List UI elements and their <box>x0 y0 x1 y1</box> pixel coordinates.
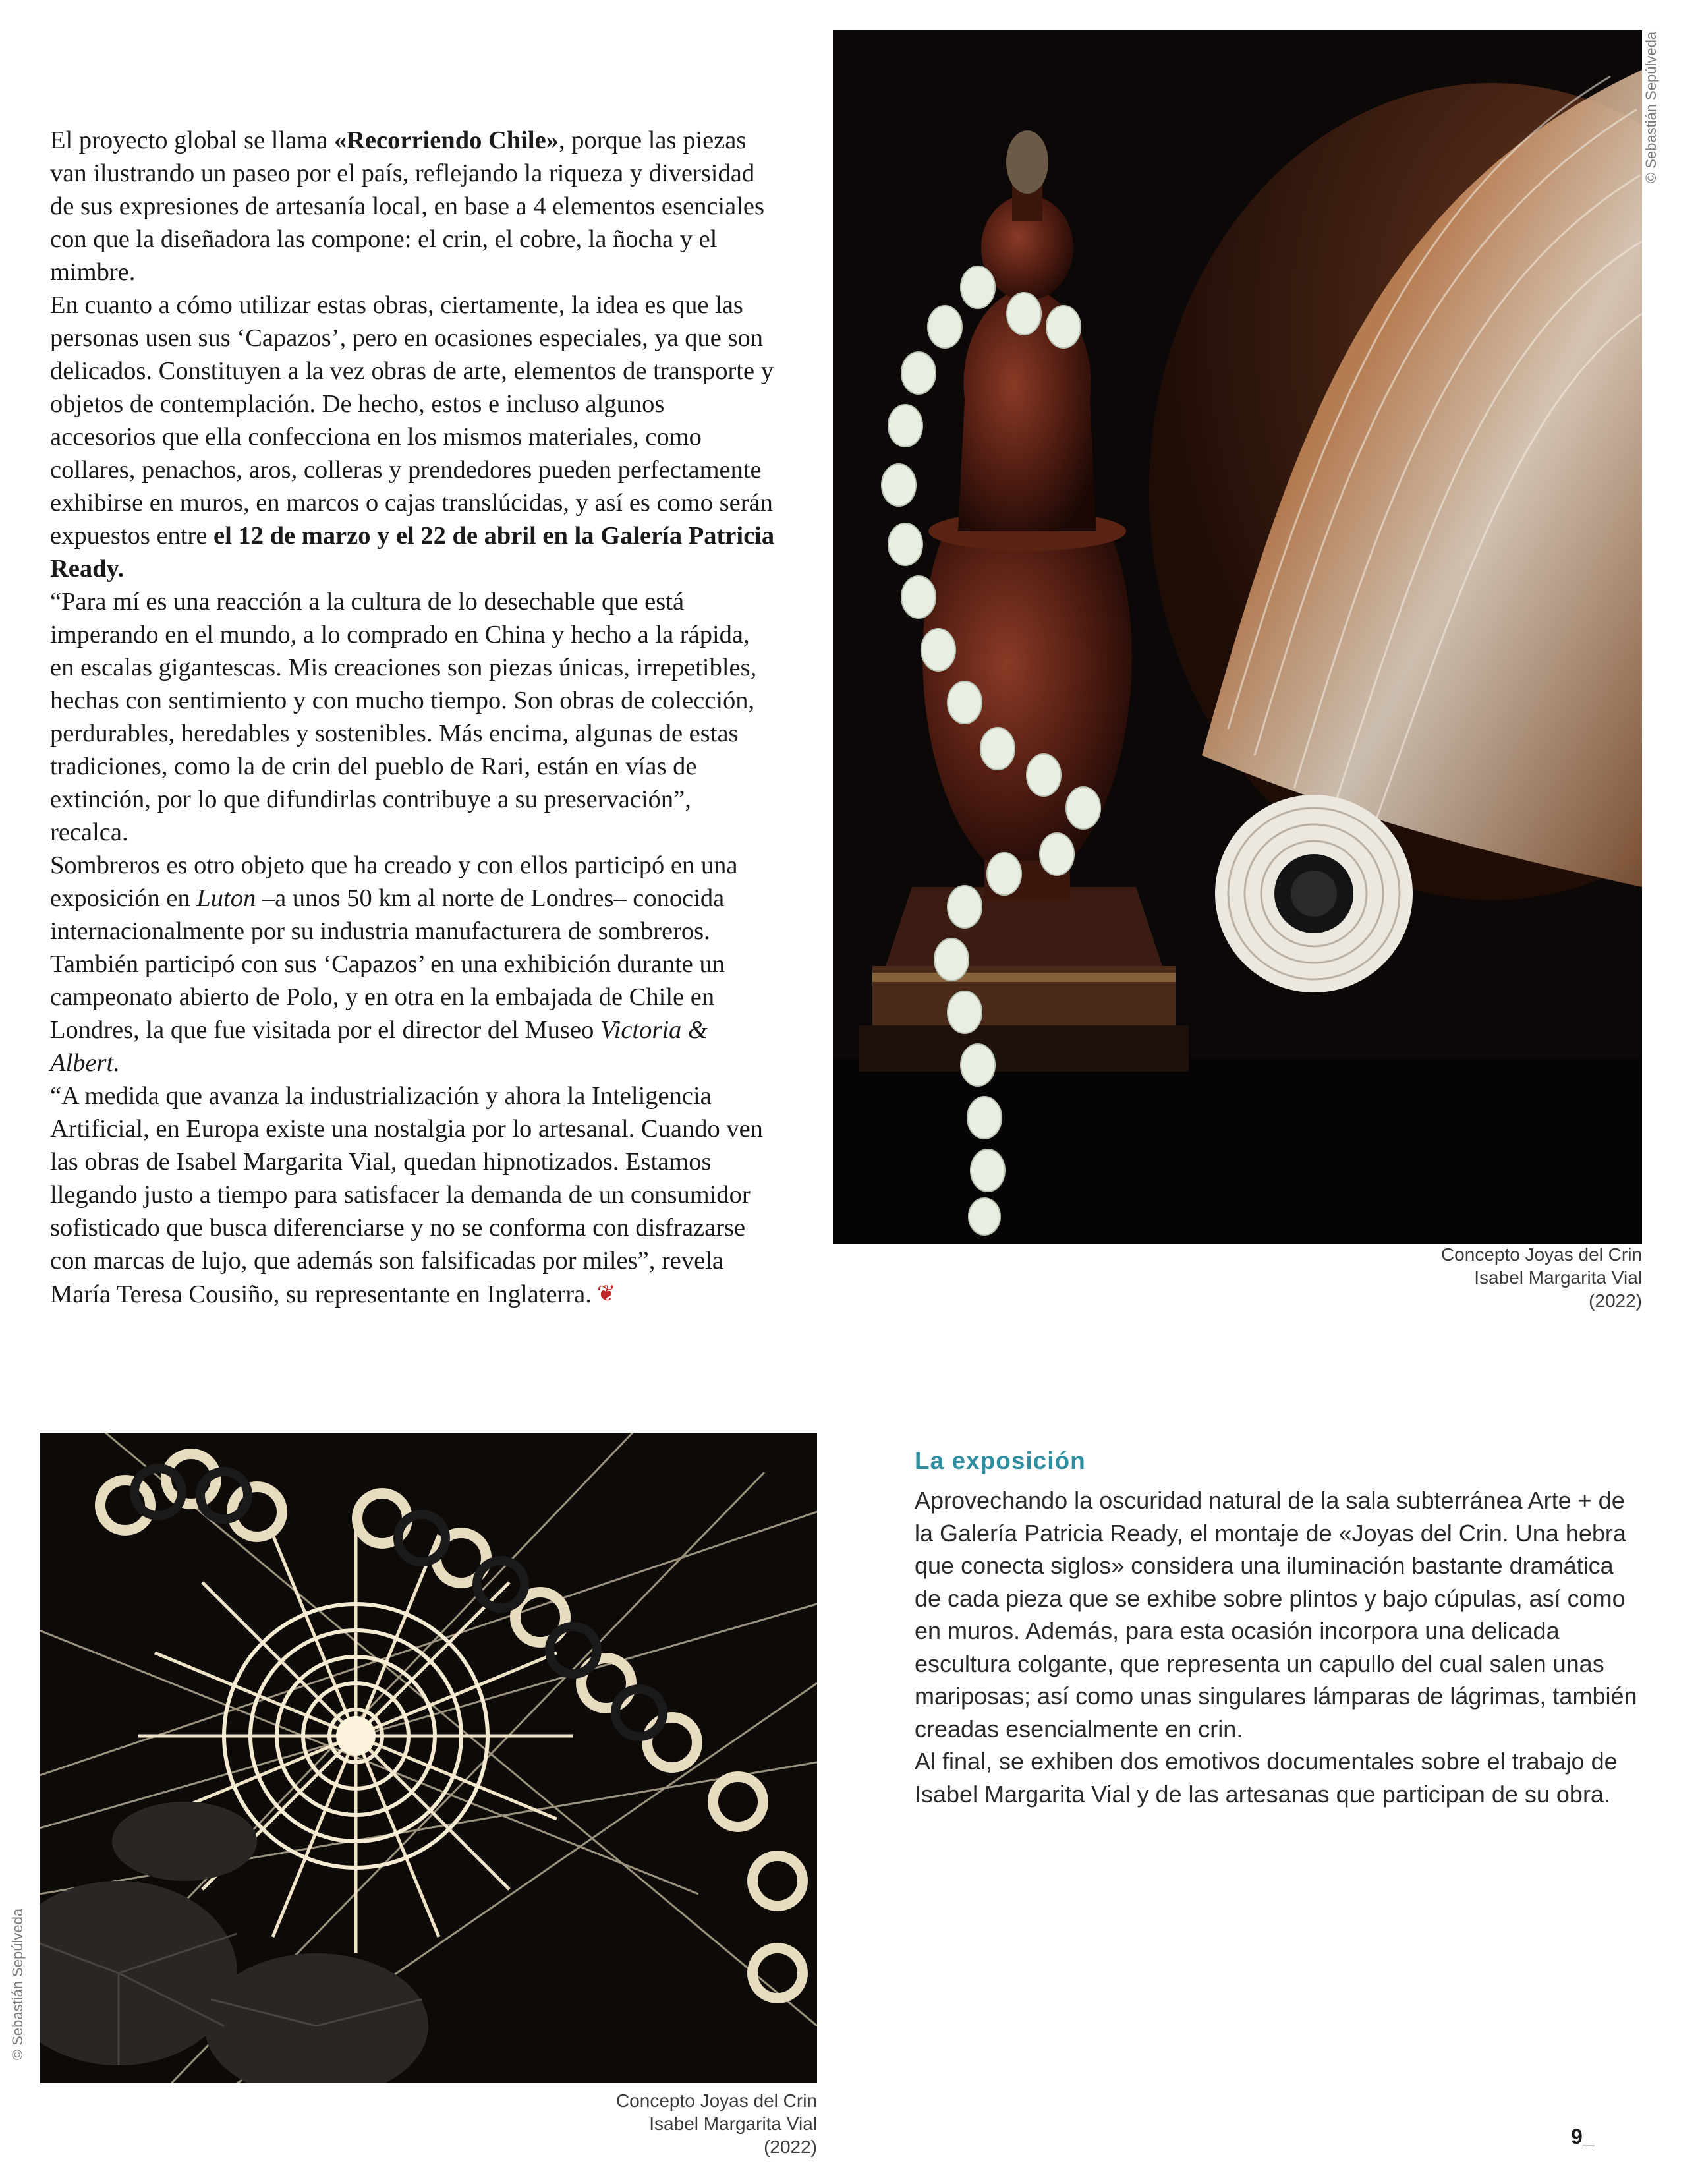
caption-year: (2022) <box>1589 1290 1642 1311</box>
text-run: En cuanto a cómo utilizar estas obras, ciertamente, la idea es que las personas usen sus ‘Capazos’, pero en ocasiones especiales, ya que son delicados. Constituyen a la vez obras de arte, elementos de transporte y objetos de contemplación. De hecho, estos e incluso algunos accesorios que ella confecciona en los mismos materiales, como collares, penachos, aros, colleras y prendedores pueden perfectamente exhibirse en muros, en marcos o cajas translúcidas, y así es como serán expuestos entre <box>50 291 774 550</box>
article-paragraph <box>50 124 775 289</box>
caption-title: Concepto Joyas del Crin <box>1440 1244 1642 1265</box>
photo-credit-bottom: © Sebastián Sepúlveda <box>9 1908 26 2061</box>
italic-text: Luton <box>196 884 256 912</box>
bold-text: «Recorriendo Chile» <box>333 127 559 154</box>
italic-text: Victoria & Albert. <box>50 1016 708 1077</box>
section-heading: La exposición <box>915 1447 1086 1474</box>
caption-artist: Isabel Margarita Vial <box>649 2113 817 2134</box>
article-paragraph <box>50 289 775 585</box>
bold-text: el 12 de marzo y el 22 de abril en la Galería Patricia Ready. <box>50 522 775 583</box>
photo-caption-top <box>1378 1243 1642 1312</box>
section-paragraph: Aprovechando la oscuridad natural de la sala subterránea Arte + de la Galería Patricia Ready, el montaje de «Joyas del Crin. Una hebra que conecta siglos» considera una iluminación bastante dramática de cada pieza que se exhibe sobre plintos y bajo cúpulas, así como en muros. Además, para esta ocasión incorpora una delicada escultura colgante, que representa un capullo del cual salen unas mariposas; así como unas singulares lámparas de lágrimas, también creadas esencialmente en crin. <box>915 1487 1637 1742</box>
article-body <box>50 124 775 1311</box>
page-number: 9_ <box>1571 2125 1595 2148</box>
text-run: Sombreros es otro objeto que ha creado y con ellos participó en una exposición en <box>50 851 738 912</box>
article-paragraph <box>50 1079 775 1311</box>
text-run: –a unos 50 km al norte de Londres– conocida internacionalmente por su industria manufacturera de sombreros. También participó con sus ‘Capazos’ en una exhibición durante un campeonato abierto de Polo, y en otra en la embajada de Chile en Londres, la que fue visitada por el director del Museo <box>50 884 725 1044</box>
text-run: , porque las piezas van ilustrando un paseo por el país, reflejando la riqueza y diversidad de sus expresiones de artesanía local, en base a 4 elementos esenciales con que la diseñadora las compone: el crin, el cobre, la ñocha y el mimbre. <box>50 127 764 286</box>
caption-title: Concepto Joyas del Crin <box>615 2090 817 2111</box>
text-run: “Para mí es una reacción a la cultura de lo desechable que está imperando en el mundo, a lo comprado en China y hecho a la rápida, en escalas gigantescas. Mis creaciones son piezas únicas, irrepetibles, hechas con sentimiento y con mucho tiempo. Son obras de colección, perdurables, heredables y sostenibles. Más encima, algunas de estas tradiciones, como la de crin del pueblo de Rari, están en vías de extinción, por lo que difundirlas contribuye a su preservación”, recalca. <box>50 588 757 846</box>
photo-credit-top: © Sebastián Sepúlveda <box>1643 31 1660 184</box>
magazine-end-mark-icon: ❦ <box>596 1280 616 1307</box>
article-paragraph <box>50 849 775 1079</box>
horsehair-weaving-photo <box>40 1433 817 2083</box>
section-body <box>915 1484 1646 1810</box>
photo-caption-bottom <box>553 2089 817 2158</box>
caption-artist: Isabel Margarita Vial <box>1474 1267 1642 1288</box>
text-run: El proyecto global se llama <box>50 127 334 154</box>
article-paragraph <box>50 585 775 849</box>
text-run: “A medida que avanza la industrialización y ahora la Inteligencia Artificial, en Europa existe una nostalgia por lo artesanal. Cuando ven las obras de Isabel Margarita Vial, quedan hipnotizados. Estamos llegando justo a tiempo para satisfacer la demanda de un consumidor sofisticado que busca diferenciarse y no se conforma con disfrazarse con marcas de lujo, que además son falsificadas por miles”, revela María Teresa Cousiño, su representante en Inglaterra. <box>50 1082 763 1308</box>
urn-necklace-photo <box>833 30 1642 1244</box>
section-paragraph: Al final, se exhiben dos emotivos documentales sobre el trabajo de Isabel Margarita Vial y de las artesanas que participan de su obra. <box>915 1748 1618 1808</box>
caption-year: (2022) <box>764 2137 817 2157</box>
